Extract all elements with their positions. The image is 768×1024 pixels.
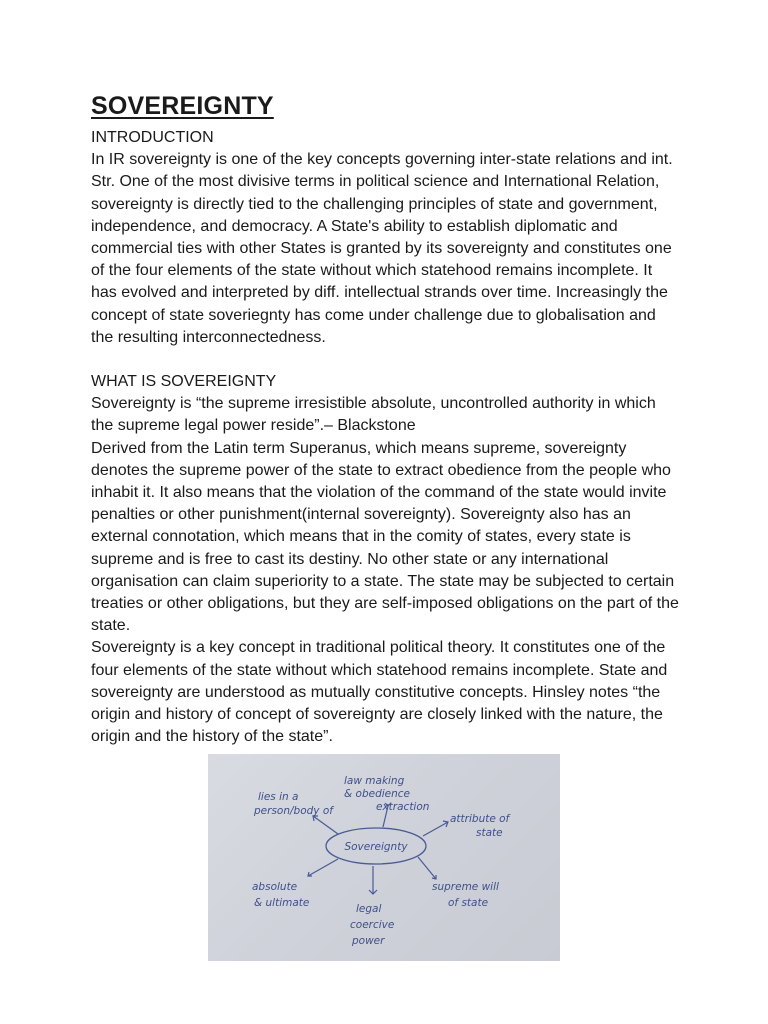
arrow-bottom-right	[418, 857, 436, 879]
mindmap-drawing	[208, 754, 560, 961]
center-label: Sovereignty	[344, 841, 408, 853]
label-bottom-left-1: absolute	[252, 881, 298, 893]
label-top-3: extraction	[376, 801, 430, 813]
label-top-left-2: person/body of	[254, 805, 333, 817]
label-top-1: law making	[344, 775, 405, 787]
document-page	[91, 92, 681, 748]
what-paragraph-1: Sovereignty is “the supreme irresistible absolute, uncontrolled authority in which the supreme legal power reside”.– Blackstone	[91, 395, 656, 435]
handwritten-mindmap-photo	[208, 754, 560, 961]
label-bottom-right-1: supreme will	[432, 881, 499, 893]
label-bottom-left-2: & ultimate	[254, 897, 310, 909]
label-top-left-1: lies in a	[258, 791, 299, 803]
label-right-1: attribute of	[450, 813, 510, 825]
document-title: SOVEREIGNTY	[91, 92, 274, 120]
arrow-top-left	[313, 816, 338, 834]
what-heading: WHAT IS SOVEREIGNTY	[91, 373, 277, 391]
label-bottom-3: power	[352, 935, 385, 947]
intro-heading: INTRODUCTION	[91, 129, 214, 146]
label-top-2: & obedience	[344, 788, 411, 800]
arrow-right	[423, 822, 448, 836]
what-paragraph-3: Sovereignty is a key concept in traditional political theory. It constitutes one of the four elements of the state without which statehood remains incomplete. State and sovereignty are understood as mutually constitutive concepts. Hinsley notes “the origin and history of concept of sovereignty are closely linked with the nature, the origin and the history of the state”.	[91, 639, 668, 746]
label-bottom-right-2: of state	[448, 897, 489, 909]
what-paragraph-2: Derived from the Latin term Superanus, which means supreme, sovereignty denotes the supreme power of the state to extract obedience from the people who inhabit it. It also means that the violation of the command of the state would invite penalties or other punishment(internal sovereignty). Sovereignty also has an external connotation, which means that in the comity of states, every state is supreme and is free to cast its destiny. No other state or any international organisation can claim superiority to a state. The state may be subjected to certain treaties or other obligations, but they are self-imposed obligations on the part of the state.	[91, 439, 679, 635]
label-right-2: state	[476, 827, 503, 839]
arrow-bottom-left	[308, 859, 338, 876]
intro-paragraph: In IR sovereignty is one of the key concepts governing inter-state relations and int. Str. One of the most divisive terms in political science and International Relation, sovereignty is directly tied to the challenging principles of state and government, independence, and democracy. A State's ability to establish diplomatic and commercial ties with other States is granted by its sovereignty and constitutes one of the four elements of the state without which statehood remains incomplete. It has evolved and interpreted by diff. intellectual strands over time. Increasingly the concept of state soveriegnty has come under challenge due to globalisation and the resulting interconnectedness.	[91, 151, 673, 346]
label-bottom-1: legal	[356, 903, 382, 915]
label-bottom-2: coercive	[350, 919, 395, 931]
section-gap	[91, 349, 681, 371]
